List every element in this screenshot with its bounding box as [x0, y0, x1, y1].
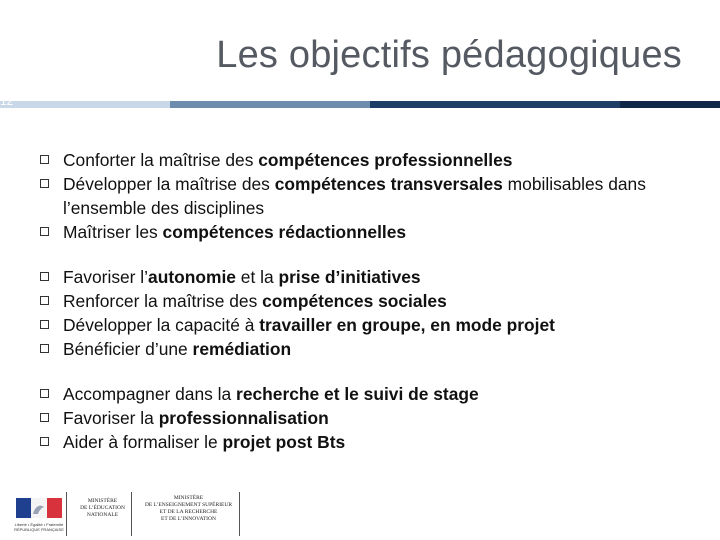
objective-text: Renforcer la maîtrise des: [63, 291, 263, 311]
objective-emphasis: projet post Bts: [222, 432, 346, 452]
objective-item: [40, 289, 700, 313]
objective-item: [40, 406, 700, 430]
objective-group: [40, 148, 700, 244]
objective-emphasis: compétences transversales: [274, 174, 503, 194]
men-line: MINISTÈRE: [87, 498, 118, 504]
objective-group: [40, 265, 700, 361]
square-bullet-icon: [40, 296, 49, 305]
objective-text: Conforter la maîtrise des: [63, 150, 259, 170]
objective-item: [40, 382, 700, 406]
square-bullet-icon: [40, 320, 49, 329]
ministere-enseignement-superieur-logo: [138, 492, 240, 536]
objectives-list: [40, 148, 700, 475]
square-bullet-icon: [40, 179, 49, 188]
objective-text: Favoriser la: [63, 408, 159, 428]
objective-item: [40, 430, 700, 454]
square-bullet-icon: [40, 389, 49, 398]
objective-text: Accompagner dans la: [63, 384, 237, 404]
square-bullet-icon: [40, 413, 49, 422]
band-segment-light: [0, 101, 170, 108]
ministere-education-logo: [74, 492, 132, 536]
footer-logos: [8, 492, 240, 536]
band-segment-mid: [170, 101, 370, 108]
square-bullet-icon: [40, 272, 49, 281]
mesr-line: MINISTÈRE: [173, 495, 204, 501]
rf-caption: Liberté • Égalité • Fraternité RÉPUBLIQUE FRANÇAISE: [14, 522, 64, 532]
men-line: DE L’ÉDUCATION: [80, 505, 125, 511]
objective-emphasis: compétences sociales: [262, 291, 447, 311]
band-segment-dark: [370, 101, 620, 108]
objective-text: et la: [235, 267, 279, 287]
mesr-line: ET DE LA RECHERCHE: [159, 509, 218, 515]
objective-emphasis: professionnalisation: [158, 408, 329, 428]
objective-text: Développer la maîtrise des: [63, 174, 275, 194]
objective-emphasis: travailler en groupe, en mode projet: [259, 315, 555, 335]
objective-group: [40, 382, 700, 454]
objective-text: mobilisables dans l’ensemble des disciplines: [63, 174, 646, 218]
square-bullet-icon: [40, 155, 49, 164]
objective-emphasis: remédiation: [192, 339, 292, 359]
square-bullet-icon: [40, 227, 49, 236]
objective-item: [40, 337, 700, 361]
slide-number: 12: [0, 94, 14, 108]
objective-text: Aider à formaliser le: [63, 432, 223, 452]
square-bullet-icon: [40, 437, 49, 446]
objective-emphasis: autonomie: [148, 267, 236, 287]
objective-text: Développer la capacité à: [63, 315, 260, 335]
band-segment-darkest: [620, 101, 720, 108]
objective-text: Favoriser l’: [63, 267, 149, 287]
objective-item: [40, 220, 700, 244]
objective-text: Maîtriser les: [63, 222, 163, 242]
objective-emphasis: compétences rédactionnelles: [162, 222, 407, 242]
objective-item: [40, 148, 700, 172]
men-line: NATIONALE: [86, 512, 119, 518]
objective-emphasis: prise d’initiatives: [278, 267, 421, 287]
header-band: [0, 101, 720, 108]
marianne-logo-icon: [16, 498, 62, 518]
objective-emphasis: compétences professionnelles: [258, 150, 513, 170]
square-bullet-icon: [40, 344, 49, 353]
mesr-line: ET DE L’INNOVATION: [161, 516, 216, 522]
objective-item: [40, 313, 700, 337]
objective-item: [40, 172, 700, 220]
objective-text: Bénéficier d’une: [63, 339, 193, 359]
republique-francaise-logo: [8, 492, 67, 536]
page-title: Les objectifs pédagogiques: [216, 34, 682, 76]
objective-emphasis: recherche et le suivi de stage: [236, 384, 479, 404]
mesr-line: DE L’ENSEIGNEMENT SUPÉRIEUR: [144, 502, 233, 508]
objective-item: [40, 265, 700, 289]
